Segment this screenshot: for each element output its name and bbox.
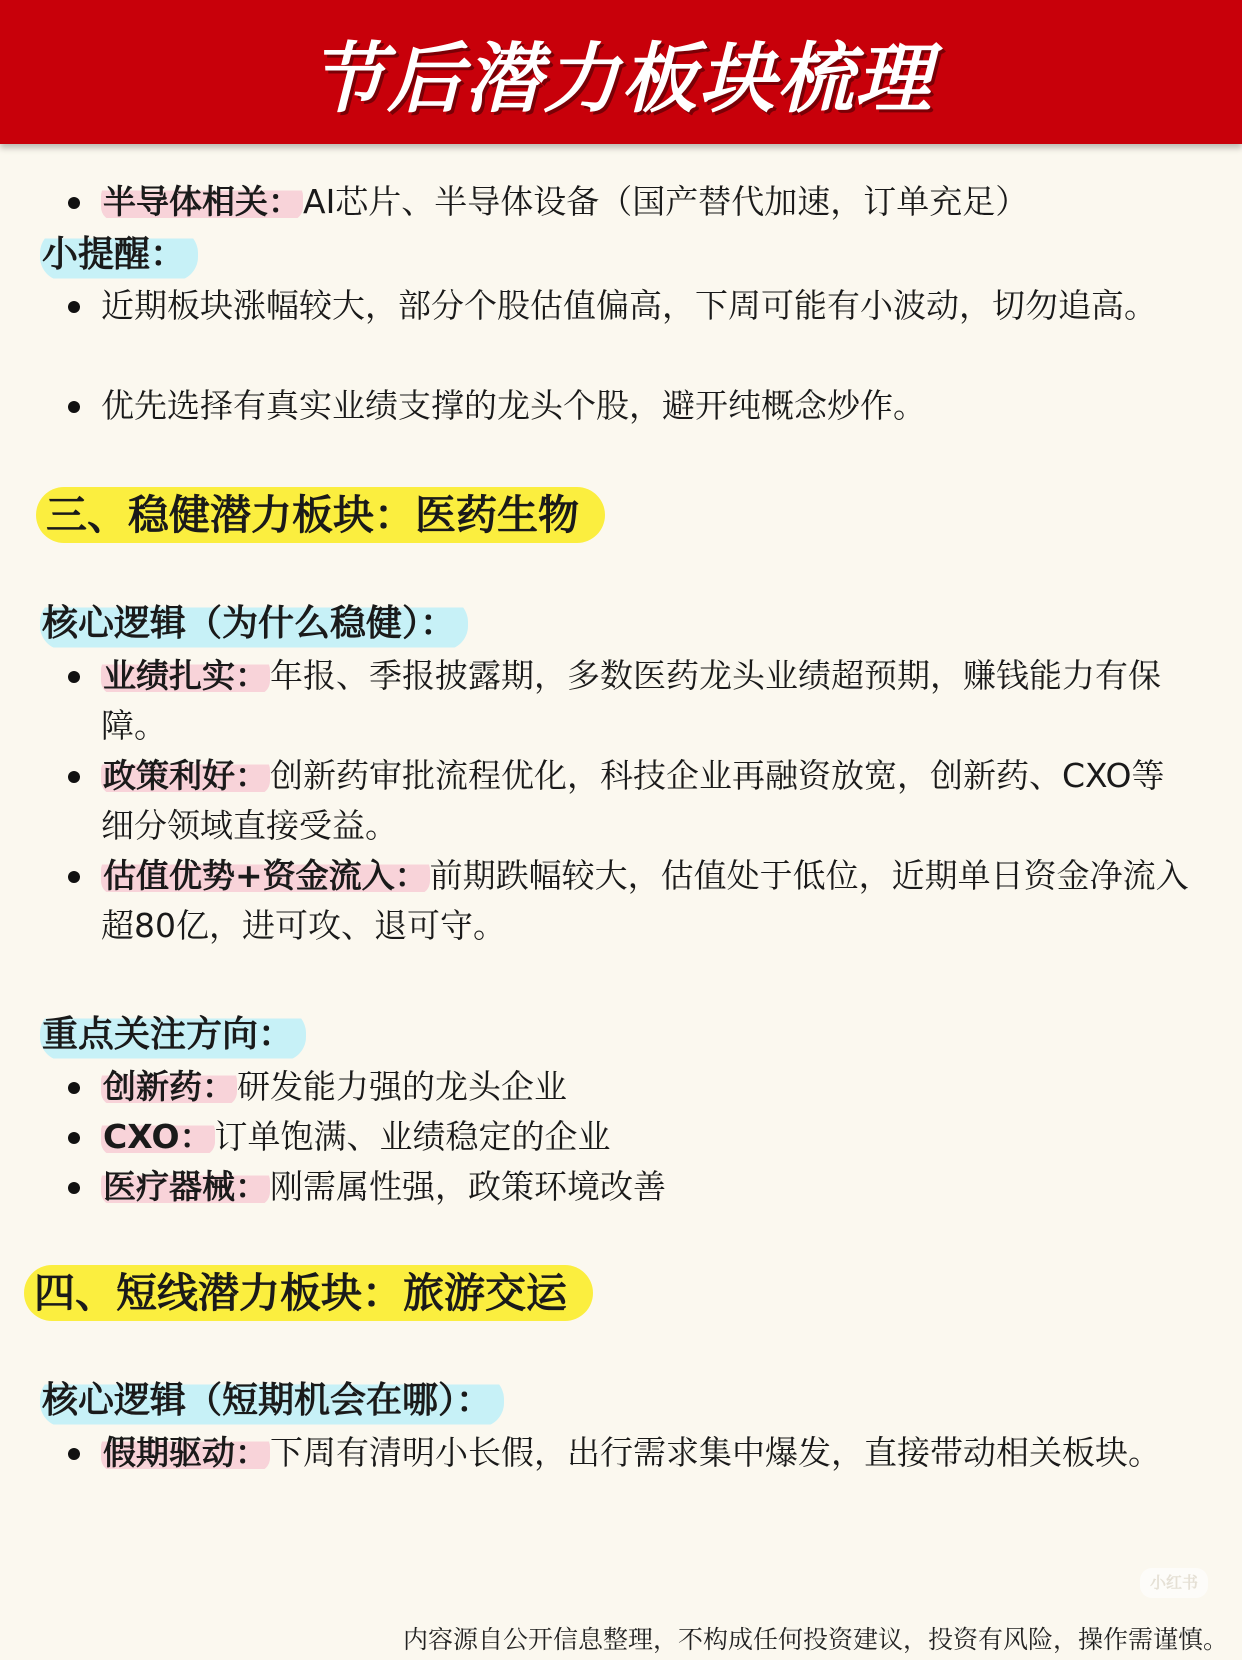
- item-text: 研发能力强的龙头企业: [237, 1067, 567, 1106]
- list-item: [101, 1162, 1181, 1212]
- section-heading: 三、稳健潜力板块：医药生物: [36, 487, 605, 543]
- item-text: 下周有清明小长假，出行需求集中爆发，直接带动相关板块。: [270, 1433, 1161, 1472]
- item-text: 年报、季报披露期，多数医药龙头业绩超预期，赚钱能力有保障。: [101, 656, 1161, 745]
- item-text: 刚需属性强，政策环境改善: [270, 1167, 666, 1206]
- list-item: [101, 1112, 1181, 1162]
- subheading: 核心逻辑（短期机会在哪）：: [40, 1375, 504, 1427]
- list-item: [101, 177, 1181, 227]
- item-key: 医疗器械：: [103, 1167, 268, 1206]
- item-key: CXO：: [103, 1117, 213, 1156]
- disclaimer: 内容源自公开信息整理，不构成任何投资建议，投资有风险，操作需谨慎。: [402, 1625, 1228, 1654]
- item-text: AI芯片、半导体设备（国产替代加速，订单充足）: [303, 182, 1029, 221]
- list-item: [101, 281, 1186, 331]
- item-key: 估值优势+资金流入：: [103, 856, 428, 895]
- watermark-logo: 小红书: [1140, 1568, 1208, 1598]
- item-key: 政策利好：: [103, 756, 268, 795]
- item-text: 创新药审批流程优化，科技企业再融资放宽，创新药、CXO等细分领域直接受益。: [101, 756, 1165, 845]
- item-key: 创新药：: [103, 1067, 235, 1106]
- subheading: 重点关注方向：: [40, 1009, 306, 1061]
- item-text: 前期跌幅较大，估值处于低位，近期单日资金净流入超80亿，进可攻、退可守。: [101, 856, 1189, 945]
- reminder-heading: 小提醒：: [40, 229, 198, 281]
- list-item: [101, 1428, 1181, 1478]
- list-item: [101, 381, 1181, 431]
- page-title: 节后潜力板块梳理: [309, 33, 933, 123]
- item-key: 半导体相关：: [103, 182, 301, 221]
- list-item: [101, 851, 1201, 951]
- item-text: 优先选择有真实业绩支撑的龙头个股，避开纯概念炒作。: [101, 386, 926, 425]
- list-item: [101, 651, 1181, 751]
- section-heading: 四、短线潜力板块：旅游交运: [24, 1265, 593, 1321]
- header-banner: [0, 0, 1242, 144]
- subheading: 核心逻辑（为什么稳健）：: [40, 598, 468, 650]
- item-text: 订单饱满、业绩稳定的企业: [214, 1117, 611, 1156]
- item-text: 近期板块涨幅较大，部分个股估值偏高，下周可能有小波动，切勿追高。: [101, 286, 1157, 325]
- list-item: [101, 1062, 1181, 1112]
- item-key: 业绩扎实：: [103, 656, 268, 695]
- list-item: [101, 751, 1181, 851]
- item-key: 假期驱动：: [103, 1433, 268, 1472]
